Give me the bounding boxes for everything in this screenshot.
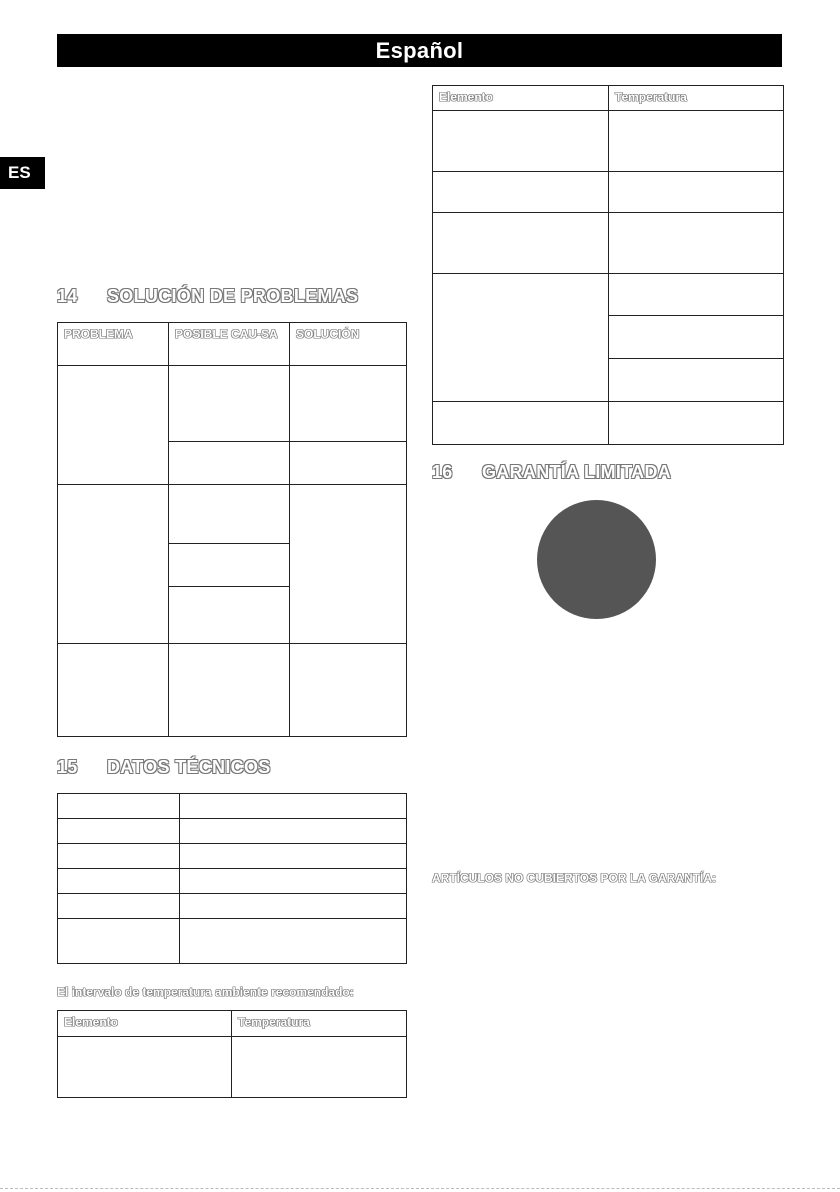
element-temperature-table (432, 85, 784, 445)
section-15-title (57, 757, 271, 778)
table-cell (433, 111, 609, 172)
header-temperature: Temperatura (609, 86, 784, 111)
section-14-number: 14 (57, 286, 78, 306)
table-cell (58, 1037, 232, 1098)
table-cell (180, 919, 407, 964)
header-element: Elemento (58, 1011, 232, 1037)
table-cell (290, 485, 407, 644)
table-cell (58, 919, 180, 964)
table-cell (180, 794, 407, 819)
table-cell (180, 819, 407, 844)
table-cell (58, 366, 169, 485)
table-cell (609, 274, 784, 316)
table-cell (180, 894, 407, 919)
table-cell (169, 485, 290, 544)
table-cell (169, 544, 290, 587)
table-cell (232, 1037, 407, 1098)
troubleshooting-table (57, 322, 407, 737)
page-edge-divider (0, 1188, 840, 1189)
table-cell (169, 366, 290, 442)
table-cell (58, 644, 169, 737)
section-14-heading: SOLUCIÓN DE PROBLEMAS (107, 286, 359, 306)
table-cell (180, 869, 407, 894)
section-15-number: 15 (57, 757, 78, 777)
header-element: Elemento (433, 86, 609, 111)
table-cell (58, 894, 180, 919)
table-cell (433, 274, 609, 402)
table-cell (433, 172, 609, 213)
table-cell (609, 111, 784, 172)
table-cell (290, 644, 407, 737)
language-banner: Español (57, 34, 782, 67)
table-cell (180, 844, 407, 869)
table-cell (290, 442, 407, 485)
table-cell (58, 869, 180, 894)
section-16-number: 16 (432, 462, 453, 482)
table-cell (609, 316, 784, 359)
table-cell (58, 485, 169, 644)
table-cell (609, 402, 784, 445)
table-cell (609, 172, 784, 213)
table-cell (169, 587, 290, 644)
table-cell (609, 359, 784, 402)
table-cell (58, 844, 180, 869)
table-cell (58, 794, 180, 819)
table-cell (609, 213, 784, 274)
header-temperature: Temperatura (232, 1011, 407, 1037)
technical-data-table (57, 793, 407, 964)
section-16-heading: GARANTÍA LIMITADA (482, 462, 672, 482)
section-16-title (432, 462, 671, 483)
header-cause: POSIBLE CAU-SA (169, 323, 290, 366)
header-solution: SOLUCIÓN (290, 323, 407, 366)
ambient-temperature-table (57, 1010, 407, 1098)
table-cell (58, 819, 180, 844)
language-tab: ES (0, 157, 45, 189)
table-cell (290, 366, 407, 442)
not-covered-heading: ARTÍCULOS NO CUBIERTOS POR LA GARANTÍA: (432, 871, 716, 885)
table-cell (433, 213, 609, 274)
section-14-title (57, 286, 358, 307)
ambient-temperature-label: El intervalo de temperatura ambiente recomendado: (57, 985, 354, 999)
table-cell (433, 402, 609, 445)
table-cell (169, 644, 290, 737)
section-15-heading: DATOS TÉCNICOS (107, 757, 271, 777)
table-cell (169, 442, 290, 485)
header-problem: PROBLEMA (58, 323, 169, 366)
warranty-seal-image (537, 500, 656, 619)
